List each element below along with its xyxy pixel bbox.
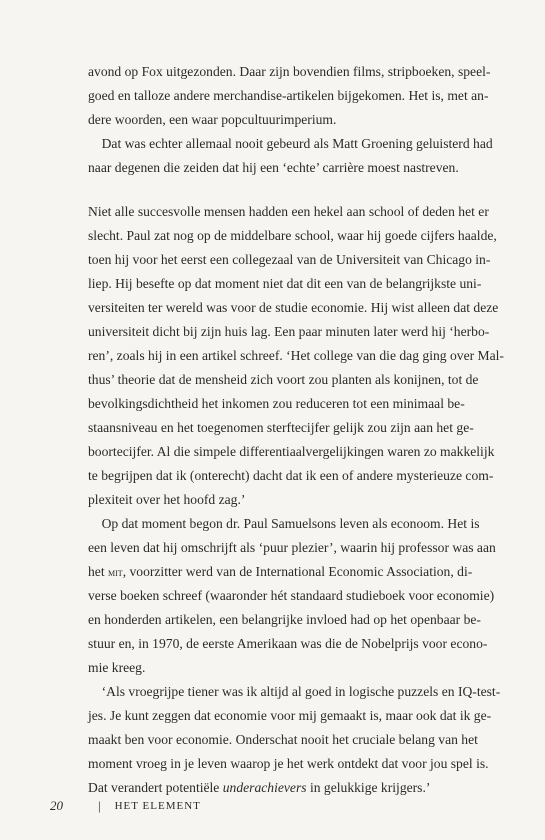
footer-separator: | bbox=[98, 798, 101, 813]
text-line: ren’, zoals hij in een artikel schreef. ‘Het college van die dag ging over Mal- bbox=[88, 348, 504, 363]
text-line: en honderden artikelen, een belangrijke invloed had op het openbaar be- bbox=[88, 612, 481, 627]
text-line: dere woorden, een waar popcultuurimperium. bbox=[88, 112, 337, 127]
text-line: Dat was echter allemaal nooit gebeurd als Matt Groening geluisterd had bbox=[88, 136, 493, 151]
text-line: thus’ theorie dat de mensheid zich voort zou planten als konijnen, tot de bbox=[88, 372, 479, 387]
text-line: jes. Je kunt zeggen dat economie voor mij gemaakt is, maar ook dat ik ge- bbox=[88, 708, 492, 723]
text-line: naar degenen die zeiden dat hij een ‘echte’ carrière moest nastreven. bbox=[88, 160, 459, 175]
text-line: versiteiten ter wereld was voor de studie economie. Hij wist alleen dat deze bbox=[88, 300, 499, 315]
text-line: goed en talloze andere merchandise-artikelen bijgekomen. Het is, met an- bbox=[88, 88, 489, 103]
paragraph-3 bbox=[88, 200, 504, 512]
running-head: HET ELEMENT bbox=[114, 800, 201, 812]
text-line: maakt ben voor economie. Onderschat nooit het cruciale belang van het bbox=[88, 732, 478, 747]
page-footer bbox=[50, 796, 201, 816]
section-break bbox=[88, 180, 457, 200]
text-line: mie kreeg. bbox=[88, 660, 146, 675]
text-line: plexiteit over het hoofd zag.’ bbox=[88, 492, 246, 507]
text-line: slecht. Paul zat nog op de middelbare school, waar hij goede cijfers haalde, bbox=[88, 228, 497, 243]
text-line: een leven dat hij omschrijft als ‘puur plezier’, waarin hij professor was aan bbox=[88, 540, 496, 555]
text-line: moment vroeg in je leven waarop je het werk ontdekt dat voor jou spel is. bbox=[88, 756, 489, 771]
paragraph-1 bbox=[88, 60, 491, 132]
text-line: Dat verandert potentiële underachievers in gelukkige krijgers.’ bbox=[88, 780, 431, 795]
page-body bbox=[88, 60, 504, 800]
text-line: ‘Als vroegrijpe tiener was ik altijd al goed in logische puzzels en IQ-test- bbox=[88, 684, 501, 699]
text-line: te begrijpen dat ik (onterecht) dacht dat ik een of andere mysterieuze com- bbox=[88, 468, 494, 483]
text-line: liep. Hij besefte op dat moment niet dat dit een van de belangrijkste uni- bbox=[88, 276, 482, 291]
paragraph-2 bbox=[88, 132, 493, 180]
text-line: bevolkingsdichtheid het inkomen zou reduceren tot een minimaal be- bbox=[88, 396, 465, 411]
text-line: Niet alle succesvolle mensen hadden een hekel aan school of deden het er bbox=[88, 204, 489, 219]
text-line: stuur en, in 1970, de eerste Amerikaan was die de Nobelprijs voor econo- bbox=[88, 636, 488, 651]
text-line: verse boeken schreef (waaronder hét standaard studieboek voor economie) bbox=[88, 588, 495, 603]
text-line: staansniveau en het toegenomen sterftecijfer gelijk zou zijn aan het ge- bbox=[88, 420, 474, 435]
text-line: het mit, voorzitter werd van de International Economic Association, di- bbox=[88, 564, 473, 579]
text-line: toen hij voor het eerst een collegezaal van de Universiteit van Chicago in- bbox=[88, 252, 491, 267]
paragraph-5 bbox=[88, 680, 501, 800]
text-line: Op dat moment begon dr. Paul Samuelsons leven als econoom. Het is bbox=[88, 516, 480, 531]
text-line: universiteit dicht bij zijn huis lag. Een paar minuten later werd hij ‘herbo- bbox=[88, 324, 490, 339]
text-line: boortecijfer. Al die simpele differentiaalvergelijkingen waren zo makkelijk bbox=[88, 444, 495, 459]
paragraph-4 bbox=[88, 512, 496, 680]
page-number: 20 bbox=[50, 798, 63, 813]
text-line: avond op Fox uitgezonden. Daar zijn bovendien films, stripboeken, speel- bbox=[88, 64, 491, 79]
